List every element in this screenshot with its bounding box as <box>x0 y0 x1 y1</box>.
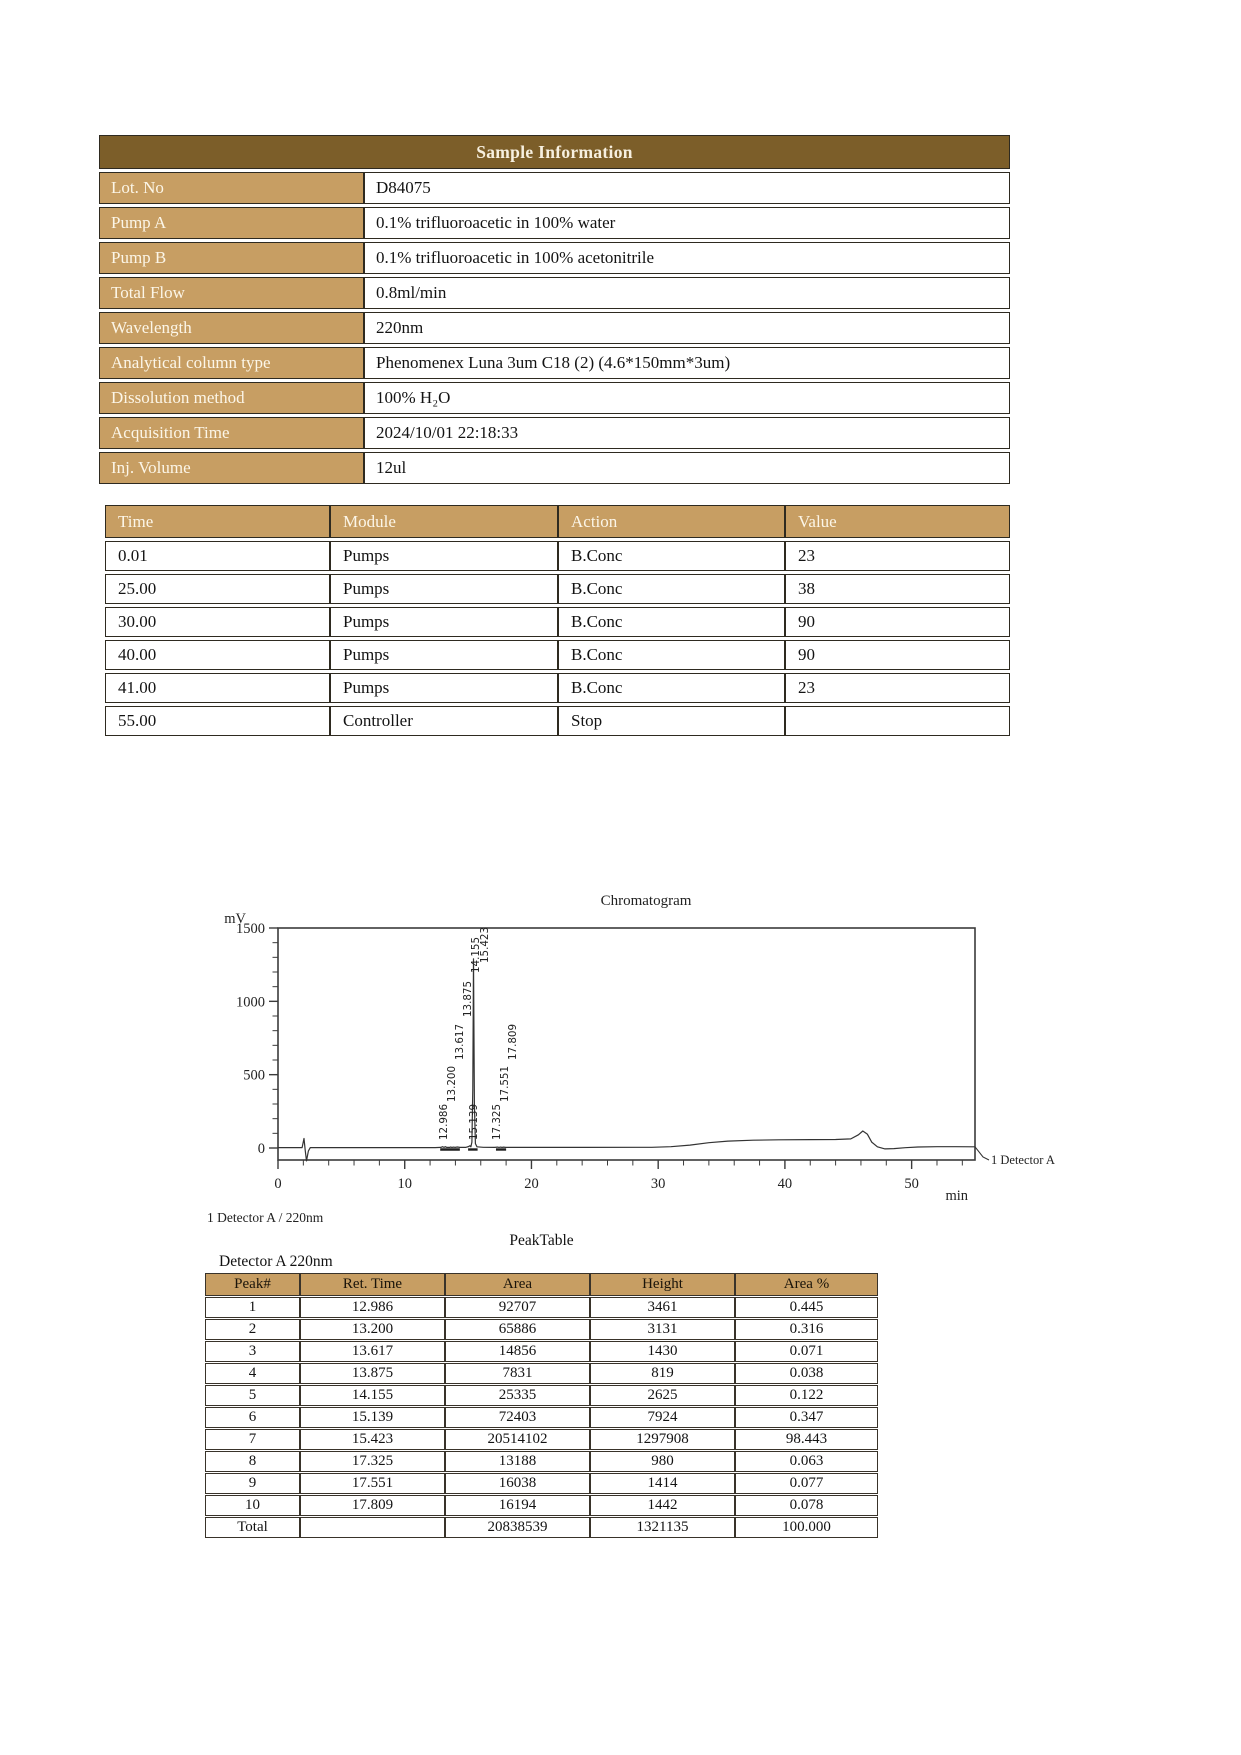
program-cell: Stop <box>558 706 785 736</box>
program-cell: 23 <box>785 673 1010 703</box>
peak-label: 12.986 <box>438 1103 450 1140</box>
program-table <box>105 502 1010 739</box>
program-cell: Pumps <box>330 673 558 703</box>
sample-info-label: Dissolution method <box>99 382 364 414</box>
peak-cell: 0.078 <box>735 1495 878 1516</box>
chart-title: Chromatogram <box>600 893 692 909</box>
x-tick-label: 50 <box>904 1176 919 1192</box>
sample-info-row <box>99 242 1010 274</box>
peak-cell: 14.155 <box>300 1385 445 1406</box>
peak-cell: 3461 <box>590 1297 735 1318</box>
peak-table-title: PeakTable <box>509 1232 574 1249</box>
peak-cell: 17.551 <box>300 1473 445 1494</box>
sample-info-value: 2024/10/01 22:18:33 <box>364 417 1010 449</box>
sample-info-row <box>99 452 1010 484</box>
peak-cell: 20838539 <box>445 1517 590 1538</box>
sample-info-table <box>99 132 1010 487</box>
peak-row <box>205 1451 878 1472</box>
peak-row <box>205 1407 878 1428</box>
sample-info-value: 0.8ml/min <box>364 277 1010 309</box>
program-cell <box>785 706 1010 736</box>
peak-cell: 1442 <box>590 1495 735 1516</box>
program-cell: B.Conc <box>558 541 785 571</box>
peak-cell: 5 <box>205 1385 300 1406</box>
peak-cell: 819 <box>590 1363 735 1384</box>
program-cell: Pumps <box>330 640 558 670</box>
peak-cell: 1414 <box>590 1473 735 1494</box>
peak-cell: 72403 <box>445 1407 590 1428</box>
peak-cell: 15.423 <box>300 1429 445 1450</box>
program-cell: 23 <box>785 541 1010 571</box>
program-cell: 90 <box>785 640 1010 670</box>
peak-table-subtitle: Detector A 220nm <box>219 1253 333 1270</box>
y-tick-label: 0 <box>257 1141 265 1157</box>
program-cell: 30.00 <box>105 607 330 637</box>
peak-cell: 980 <box>590 1451 735 1472</box>
program-cell: 55.00 <box>105 706 330 736</box>
peak-cell: 0.316 <box>735 1319 878 1340</box>
x-tick-label: 0 <box>274 1176 282 1192</box>
peak-cell: 16038 <box>445 1473 590 1494</box>
x-tick-label: 40 <box>777 1176 793 1192</box>
peak-cell: 98.443 <box>735 1429 878 1450</box>
x-tick-label: 20 <box>524 1176 539 1192</box>
program-column-header: Time <box>105 505 330 538</box>
sample-info-row <box>99 347 1010 379</box>
sample-info-row <box>99 417 1010 449</box>
peak-cell: 13188 <box>445 1451 590 1472</box>
peak-cell: 13.200 <box>300 1319 445 1340</box>
x-tick-label: 30 <box>650 1176 666 1192</box>
peak-cell: 92707 <box>445 1297 590 1318</box>
sample-info-row <box>99 312 1010 344</box>
peak-table <box>205 1272 878 1539</box>
x-tick-label: 10 <box>397 1176 412 1192</box>
program-cell: Pumps <box>330 541 558 571</box>
sample-info-label: Lot. No <box>99 172 364 204</box>
peak-cell: 0.038 <box>735 1363 878 1384</box>
peak-cell: 17.809 <box>300 1495 445 1516</box>
peak-cell: 0.063 <box>735 1451 878 1472</box>
peak-cell: 7831 <box>445 1363 590 1384</box>
peak-cell: 7924 <box>590 1407 735 1428</box>
program-cell: Pumps <box>330 574 558 604</box>
peak-cell: 12.986 <box>300 1297 445 1318</box>
program-cell: 90 <box>785 607 1010 637</box>
peak-column-header: Area <box>445 1273 590 1296</box>
peak-label: 15.423 <box>479 926 491 963</box>
program-column-header: Module <box>330 505 558 538</box>
y-axis-unit: mV <box>224 911 246 927</box>
sample-info-row <box>99 172 1010 204</box>
peak-cell: 9 <box>205 1473 300 1494</box>
x-axis-unit: min <box>945 1188 968 1204</box>
peak-cell: 25335 <box>445 1385 590 1406</box>
peak-cell: 1297908 <box>590 1429 735 1450</box>
sample-info-row <box>99 207 1010 239</box>
peak-cell: 15.139 <box>300 1407 445 1428</box>
program-column-header: Action <box>558 505 785 538</box>
program-cell: 38 <box>785 574 1010 604</box>
peak-cell: 65886 <box>445 1319 590 1340</box>
peak-row <box>205 1385 878 1406</box>
detector-caption: 1 Detector A / 220nm <box>207 1210 324 1225</box>
peak-column-header: Height <box>590 1273 735 1296</box>
peak-cell <box>300 1517 445 1538</box>
sample-info-label: Pump B <box>99 242 364 274</box>
program-row <box>105 607 1010 637</box>
program-cell: Controller <box>330 706 558 736</box>
peak-cell: 4 <box>205 1363 300 1384</box>
peak-cell: 1430 <box>590 1341 735 1362</box>
sample-info-value: 12ul <box>364 452 1010 484</box>
program-row <box>105 541 1010 571</box>
peak-label: 15.139 <box>468 1103 480 1140</box>
program-row <box>105 673 1010 703</box>
y-tick-label: 1500 <box>236 921 265 937</box>
y-tick-label: 1000 <box>236 994 265 1011</box>
peak-label: 17.325 <box>491 1103 503 1140</box>
sample-info-value: Phenomenex Luna 3um C18 (2) (4.6*150mm*3um) <box>364 347 1010 379</box>
sample-info-row <box>99 277 1010 309</box>
program-cell: B.Conc <box>558 574 785 604</box>
sample-info-label: Acquisition Time <box>99 417 364 449</box>
plot-box <box>278 928 975 1160</box>
sample-info-value: 0.1% trifluoroacetic in 100% acetonitrile <box>364 242 1010 274</box>
peak-cell: 100.000 <box>735 1517 878 1538</box>
peak-cell: 0.122 <box>735 1385 878 1406</box>
sample-info-label: Analytical column type <box>99 347 364 379</box>
peak-column-header: Ret. Time <box>300 1273 445 1296</box>
program-cell: B.Conc <box>558 673 785 703</box>
peak-column-header: Peak# <box>205 1273 300 1296</box>
program-cell: B.Conc <box>558 640 785 670</box>
peak-cell: 3131 <box>590 1319 735 1340</box>
program-row <box>105 640 1010 670</box>
peak-row <box>205 1319 878 1340</box>
peak-row <box>205 1429 878 1450</box>
peak-cell: 2 <box>205 1319 300 1340</box>
peak-column-header: Area % <box>735 1273 878 1296</box>
peak-cell: 10 <box>205 1495 300 1516</box>
program-column-header: Value <box>785 505 1010 538</box>
peak-row <box>205 1495 878 1516</box>
peak-label: 17.809 <box>507 1023 519 1060</box>
sample-info-value: D84075 <box>364 172 1010 204</box>
peak-label: 13.200 <box>446 1065 458 1102</box>
peak-cell: 1321135 <box>590 1517 735 1538</box>
detector-label-connector <box>975 1147 989 1160</box>
peak-cell: 0.077 <box>735 1473 878 1494</box>
peak-row <box>205 1297 878 1318</box>
sample-info-label: Total Flow <box>99 277 364 309</box>
program-cell: Pumps <box>330 607 558 637</box>
sample-info-row <box>99 382 1010 414</box>
chromatogram-trace <box>278 959 975 1161</box>
sample-info-title: Sample Information <box>99 135 1010 169</box>
peak-cell: 13.617 <box>300 1341 445 1362</box>
peak-cell: 2625 <box>590 1385 735 1406</box>
peak-row <box>205 1363 878 1384</box>
program-cell: B.Conc <box>558 607 785 637</box>
peak-label: 14.155 <box>470 936 482 973</box>
peak-cell: 0.445 <box>735 1297 878 1318</box>
peak-cell: 16194 <box>445 1495 590 1516</box>
peak-row <box>205 1473 878 1494</box>
peak-cell: 20514102 <box>445 1429 590 1450</box>
peak-cell: 3 <box>205 1341 300 1362</box>
chromatogram-chart <box>0 860 1241 1240</box>
sample-info-label: Wavelength <box>99 312 364 344</box>
peak-cell: 14856 <box>445 1341 590 1362</box>
peak-cell: 8 <box>205 1451 300 1472</box>
program-cell: 25.00 <box>105 574 330 604</box>
sample-info-value: 220nm <box>364 312 1010 344</box>
program-row <box>105 574 1010 604</box>
peak-cell: 0.071 <box>735 1341 878 1362</box>
peak-cell: 1 <box>205 1297 300 1318</box>
program-cell: 40.00 <box>105 640 330 670</box>
detector-series-label: 1 Detector A <box>991 1153 1055 1167</box>
peak-cell: 13.875 <box>300 1363 445 1384</box>
program-row <box>105 706 1010 736</box>
y-tick-label: 500 <box>243 1067 265 1084</box>
sample-info-value: 0.1% trifluoroacetic in 100% water <box>364 207 1010 239</box>
peak-label: 13.875 <box>462 980 474 1017</box>
peak-cell: 0.347 <box>735 1407 878 1428</box>
peak-cell: 6 <box>205 1407 300 1428</box>
sample-info-label: Inj. Volume <box>99 452 364 484</box>
sample-info-value: 100% H₂O <box>364 382 1010 414</box>
peak-label: 17.551 <box>499 1065 511 1102</box>
peak-label: 13.617 <box>454 1023 466 1060</box>
peak-cell: 7 <box>205 1429 300 1450</box>
peak-cell: 17.325 <box>300 1451 445 1472</box>
peak-row <box>205 1341 878 1362</box>
peak-cell: Total <box>205 1517 300 1538</box>
program-cell: 41.00 <box>105 673 330 703</box>
sample-info-label: Pump A <box>99 207 364 239</box>
peak-total-row <box>205 1517 878 1538</box>
program-cell: 0.01 <box>105 541 330 571</box>
